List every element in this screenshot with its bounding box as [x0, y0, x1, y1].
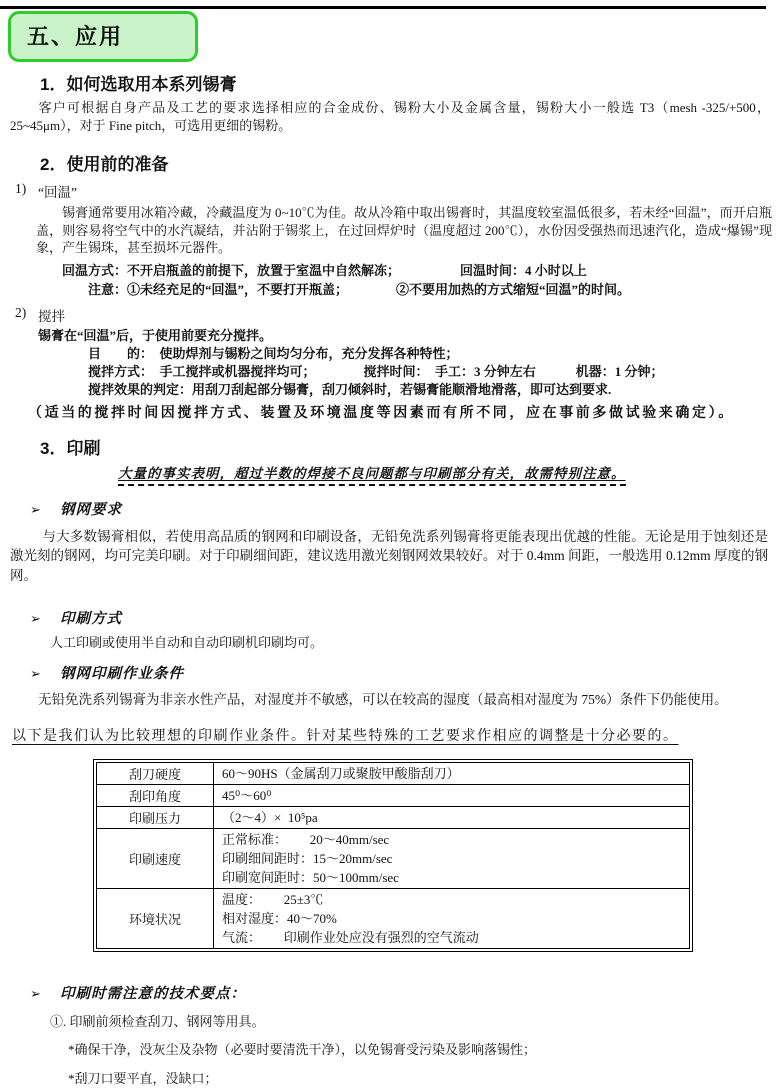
ideal-conditions-line: 以下是我们认为比较理想的印刷作业条件。针对某些特殊的工艺要求作相应的调整是十分必要的。	[12, 729, 679, 744]
print-statement-wrap	[118, 462, 780, 486]
bullet-arrow-icon: ➢	[30, 666, 41, 681]
page	[0, 6, 780, 1088]
stencil-requirements-title: 钢网要求	[60, 501, 122, 518]
table-row	[97, 763, 690, 785]
table-value-line: 气流： 印刷作业处应没有强烈的空气流动	[222, 930, 479, 945]
spacer	[316, 363, 364, 381]
stir-method-row	[88, 363, 780, 381]
table-value-line: 45⁰～60⁰	[222, 788, 272, 803]
table-value	[214, 785, 690, 807]
stir-intro: 锡膏在“回温”后，于使用前要充分搅拌。	[38, 327, 273, 343]
stir-time: 搅拌时间： 手工：3 分钟左右	[363, 363, 536, 379]
table-label-print-angle: 刮印角度	[97, 785, 214, 807]
page-title: 五、应用	[27, 24, 124, 49]
stencil-requirements-paragraph: 与大多数锡膏相似，若使用高品质的钢网和印刷设备，无铅免洗系列锡膏将更能表现出优越的性能。无论是用于蚀刻还是激光刻的钢网，均可完美印刷。对于印刷细间距，建议选用激光刻钢网效果较好。对于 0.4mm 间距，一般选用 0.12mm 厚度的钢网。	[10, 528, 768, 583]
tips-item-1: ①. 印刷前须检查刮刀、钢网等用具。	[50, 1014, 265, 1029]
table-label-print-speed: 印刷速度	[97, 829, 214, 889]
table-value-line: 印刷宽间距时：50～100mm/sec	[222, 870, 399, 885]
table-value-line: 60～90HS（金属刮刀或聚胺甲酸脂刮刀）	[222, 766, 460, 781]
section-title-box	[8, 11, 198, 62]
rewarm-item-title: “回温”	[38, 185, 77, 200]
table-value	[214, 807, 690, 829]
top-rule	[0, 6, 766, 9]
table-label-squeegee-hardness: 刮刀硬度	[97, 763, 214, 785]
rewarm-note-2: ②不要用加热的方式缩短“回温”的时间。	[396, 281, 631, 297]
stir-purpose-row	[88, 345, 780, 363]
bullet-arrow-icon: ➢	[30, 501, 41, 517]
print-method-title: 印刷方式	[60, 611, 122, 627]
rewarm-method: 回温方式：不开启瓶盖的前提下，放置于室温中自然解冻；	[62, 262, 401, 278]
print-conditions-bullet	[30, 662, 780, 683]
stir-item-title: 搅拌	[38, 308, 65, 324]
table-value-line: 正常标准： 20～40mm/sec	[222, 832, 390, 847]
stir-intro-row	[38, 327, 780, 345]
rewarm-item-number: 1)	[15, 181, 27, 196]
tips-bullet	[30, 982, 780, 1003]
rewarm-paragraph: 锡膏通常要用冰箱冷藏，冷藏温度为 0~10℃为佳。故从冷箱中取出锡膏时，其温度较室温低很多，若未经“回温”，而开启瓶盖，则容易将空气中的水汽凝结，并沾附于锡浆上，在过回焊炉时（温度超过 200℃），水份因受强热而迅速汽化，造成“爆锡”现象，产生锡珠，甚至损坏元器件。	[36, 205, 772, 255]
section2-heading: 2．使用前的准备	[40, 155, 169, 174]
print-conditions-title: 钢网印刷作业条件	[60, 666, 184, 682]
stir-machine: 机器：1 分钟；	[575, 363, 664, 379]
table-value	[214, 889, 690, 949]
table-value-line: 印刷细间距时：15～20mm/sec	[222, 851, 393, 866]
stir-judge-row	[88, 381, 780, 399]
table-value	[214, 829, 690, 889]
tips-sub-1: *确保干净，没灰尘及杂物（必要时要清洗干净），以免锡膏受污染及影响落锡性；	[68, 1042, 537, 1057]
print-method-paragraph: 人工印刷或使用半自动和自动印刷机印刷均可。	[50, 635, 324, 650]
table-row	[97, 829, 690, 889]
stir-note: （适当的搅拌时间因搅拌方式、装置及环境温度等因素而有所不同，应在事前多做试验来确定）。	[28, 405, 735, 421]
rewarm-note-1: 注意：①未经充足的“回温”，不要打开瓶盖；	[88, 281, 349, 297]
table-label-environment: 环境状况	[97, 889, 214, 949]
table-row	[97, 889, 690, 949]
table-value-line: 相对湿度：40～70%	[222, 911, 337, 926]
stir-item-number: 2)	[15, 304, 27, 320]
table-label-print-pressure: 印刷压力	[97, 807, 214, 829]
stir-item	[15, 305, 780, 325]
print-statement: 大量的事实表明，超过半数的焊接不良问题都与印刷部分有关，故需特别注意。	[118, 462, 626, 486]
rewarm-time: 回温时间：4 小时以上	[460, 262, 587, 278]
section1-paragraph: 客户可根据自身产品及工艺的要求选择相应的合金成份、锡粉大小及金属含量，锡粉大小一般选 T3（mesh -325/+500，25~45μm），对于 Fine pitch，可选用更细的锡粉。	[10, 100, 770, 133]
section1-heading: 1．如何选取用本系列锡膏	[40, 75, 237, 94]
stir-purpose: 目 的： 使助焊剂与锡粉之间均匀分布，充分发挥各种特性；	[88, 345, 459, 361]
bullet-arrow-icon: ➢	[30, 611, 41, 626]
stir-method: 搅拌方式： 手工搅拌或机器搅拌均可；	[88, 363, 316, 379]
table-row	[97, 785, 690, 807]
stir-judge: 搅拌效果的判定：用刮刀刮起部分锡膏，刮刀倾斜时，若锡膏能顺滑地滑落，即可达到要求.	[88, 381, 612, 397]
bullet-arrow-icon: ➢	[30, 986, 41, 1001]
table-row	[97, 807, 690, 829]
print-conditions-table	[93, 759, 693, 952]
print-method-bullet	[30, 607, 780, 628]
table-value	[214, 763, 690, 785]
table-value-line: （2～4）× 10⁵pa	[222, 810, 318, 825]
section3-heading: 3．印刷	[40, 438, 101, 458]
tips-title: 印刷时需注意的技术要点：	[60, 986, 246, 1002]
spacer	[536, 363, 576, 381]
table-value-line: 温度： 25±3℃	[222, 892, 324, 907]
rewarm-method-row	[62, 262, 780, 280]
spacer	[400, 262, 460, 280]
tips-sub-2: *刮刀口要平直，没缺口；	[68, 1071, 218, 1086]
stencil-requirements-bullet	[30, 498, 780, 519]
rewarm-item	[15, 181, 780, 201]
rewarm-note-row	[88, 281, 780, 299]
spacer	[348, 281, 396, 299]
print-conditions-paragraph: 无铅免洗系列锡膏为非亲水性产品，对湿度并不敏感，可以在较高的湿度（最高相对湿度为 75%）条件下仍能使用。	[38, 692, 728, 707]
